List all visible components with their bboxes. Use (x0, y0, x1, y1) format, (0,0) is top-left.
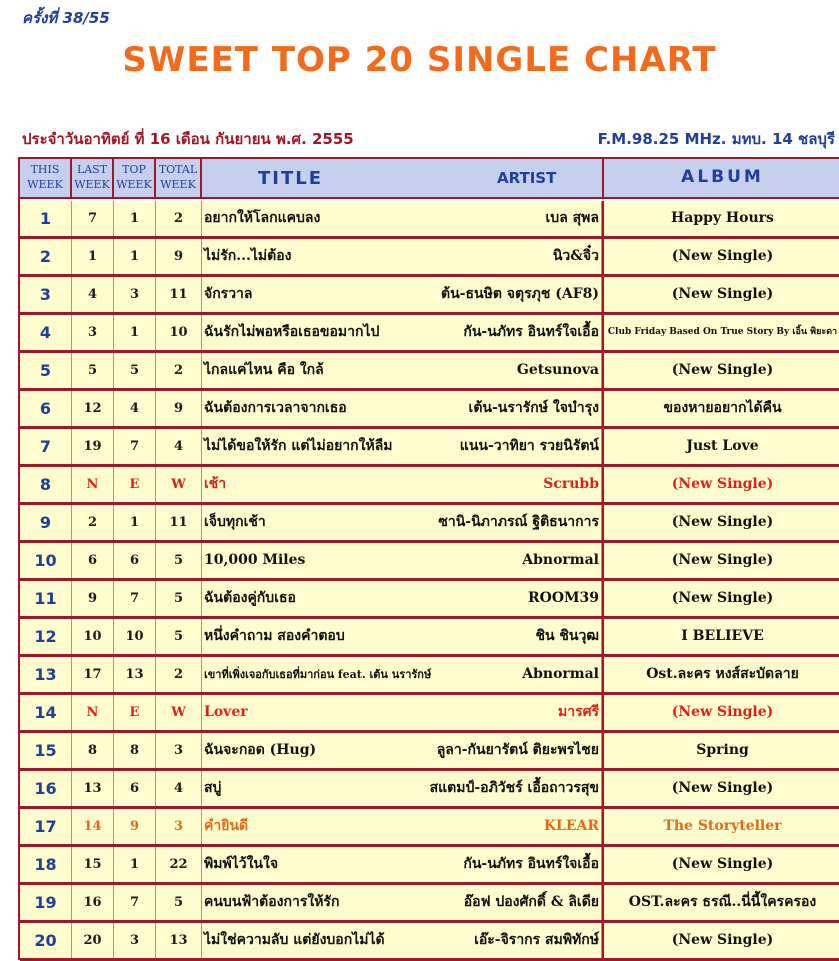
top-week-cell: 8 (114, 733, 156, 768)
song-artist: สแตมป์-อภิวัชร์ เอื้อถาวรสุข (429, 780, 599, 796)
last-week-cell: 3 (72, 315, 114, 350)
total-week-cell: W (156, 467, 202, 502)
album-cell: OST.ละคร ธรณี..นี่นี้ใครครอง (602, 885, 839, 920)
song-artist: อ๊อฟ ปองศักดิ์ & ลิเดีย (463, 894, 599, 910)
rank-cell: 17 (20, 809, 72, 844)
song-artist: แนน-วาทิยา รวยนิรัตน์ (459, 438, 599, 454)
album-cell: (New Single) (602, 505, 839, 540)
song-title: ไม่ได้ขอให้รัก แต่ไม่อยากให้ลืม (204, 438, 393, 454)
header-this-week-label: WEEK (27, 178, 63, 191)
total-week-cell: 5 (156, 885, 202, 920)
total-week-cell: 2 (156, 657, 202, 692)
last-week-cell: 8 (72, 733, 114, 768)
song-title: พิมพ์ไว้ในใจ (204, 856, 279, 872)
last-week-cell: 15 (72, 847, 114, 882)
table-row (20, 885, 839, 923)
song-artist: Abnormal (522, 552, 599, 568)
rank-cell: 5 (20, 353, 72, 388)
rank-cell: 19 (20, 885, 72, 920)
rank-cell: 11 (20, 581, 72, 616)
song-artist: ROOM39 (527, 590, 599, 606)
table-row (20, 923, 839, 961)
song-title: หนึ่งคำถาม สองคำตอบ (204, 628, 345, 644)
top-week-cell: 1 (114, 505, 156, 540)
song-cell (202, 847, 602, 882)
chart-title: SWEET TOP 20 SINGLE CHART (122, 40, 717, 80)
song-title: ฉันรักไม่พอหรือเธอขอมากไป (204, 324, 380, 340)
header-total-week (156, 159, 202, 199)
top-week-cell: 6 (114, 771, 156, 806)
album-cell: Ost.ละคร หงส์สะบัดลาย (602, 657, 839, 692)
total-week-cell: 10 (156, 315, 202, 350)
song-cell (202, 391, 602, 426)
issue-number: ครั้งที่ 38/55 (22, 9, 110, 27)
last-week-cell: 1 (72, 239, 114, 274)
top-week-cell: 7 (114, 581, 156, 616)
station-frequency: F.M.98.25 MHz. มทบ. 14 ชลบุรี (597, 130, 835, 148)
song-artist: กัน-นภัทร อินทร์ใจเอื้อ (463, 324, 599, 340)
album-cell: I BELIEVE (602, 619, 839, 654)
song-title: ไม่ใช่ความลับ แต่ยังบอกไม่ได้ (204, 932, 385, 948)
rank-cell: 8 (20, 467, 72, 502)
table-row (20, 847, 839, 885)
last-week-cell: 6 (72, 543, 114, 578)
song-artist: ชิน ชินวุฒ (535, 628, 599, 644)
rank-cell: 7 (20, 429, 72, 464)
song-cell (202, 543, 602, 578)
last-week-cell: 19 (72, 429, 114, 464)
header-last-week-label: WEEK (74, 178, 110, 191)
top-week-cell: 7 (114, 885, 156, 920)
song-cell (202, 353, 602, 388)
song-artist: Scrubb (543, 476, 599, 492)
header-last-week (72, 159, 114, 199)
last-week-cell: N (72, 695, 114, 730)
total-week-cell: 4 (156, 771, 202, 806)
top-week-cell: 9 (114, 809, 156, 844)
song-title: อยากให้โลกแคบลง (204, 210, 321, 226)
total-week-cell: W (156, 695, 202, 730)
top-week-cell: 1 (114, 201, 156, 236)
last-week-cell: 14 (72, 809, 114, 844)
last-week-cell: 2 (72, 505, 114, 540)
album-cell: (New Single) (602, 353, 839, 388)
album-cell: (New Single) (602, 771, 839, 806)
album-cell: Happy Hours (602, 201, 839, 236)
song-title: เจ็บทุกเช้า (204, 514, 266, 530)
table-row (20, 733, 839, 771)
song-cell (202, 505, 602, 540)
rank-cell: 2 (20, 239, 72, 274)
last-week-cell: 16 (72, 885, 114, 920)
rank-cell: 3 (20, 277, 72, 312)
top-week-cell: E (114, 695, 156, 730)
table-row (20, 771, 839, 809)
song-cell (202, 923, 602, 958)
header-artist: ARTIST (497, 169, 557, 187)
header-album (602, 159, 839, 199)
rank-cell: 18 (20, 847, 72, 882)
album-cell: (New Single) (602, 581, 839, 616)
header-top-label: TOP (122, 163, 146, 176)
top-week-cell: 10 (114, 619, 156, 654)
header-top-week-label: WEEK (116, 178, 152, 191)
top-week-cell: 7 (114, 429, 156, 464)
last-week-cell: 10 (72, 619, 114, 654)
song-title: จักรวาล (204, 286, 253, 302)
total-week-cell: 22 (156, 847, 202, 882)
song-artist: เอ๊ะ-จิรากร สมพิทักษ์ (474, 932, 599, 948)
album-cell: (New Single) (602, 239, 839, 274)
last-week-cell: 7 (72, 201, 114, 236)
header-last-label: LAST (76, 163, 108, 176)
album-cell: Just Love (602, 429, 839, 464)
last-week-cell: 12 (72, 391, 114, 426)
table-row (20, 695, 839, 733)
last-week-cell: 4 (72, 277, 114, 312)
song-cell (202, 771, 602, 806)
total-week-cell: 11 (156, 505, 202, 540)
top-week-cell: 3 (114, 923, 156, 958)
song-cell (202, 315, 602, 350)
total-week-cell: 3 (156, 733, 202, 768)
total-week-cell: 5 (156, 543, 202, 578)
top-week-cell: 13 (114, 657, 156, 692)
rank-cell: 16 (20, 771, 72, 806)
total-week-cell: 9 (156, 239, 202, 274)
top-week-cell: 6 (114, 543, 156, 578)
album-cell: (New Single) (602, 277, 839, 312)
album-cell: ของหายอยากได้คืน (602, 391, 839, 426)
song-title: คนบนฟ้าต้องการให้รัก (204, 894, 340, 910)
song-cell (202, 429, 602, 464)
rank-cell: 14 (20, 695, 72, 730)
song-title: ไม่รัก...ไม่ต้อง (204, 248, 292, 264)
total-week-cell: 9 (156, 391, 202, 426)
header-title: TITLE (258, 168, 324, 189)
song-cell (202, 733, 602, 768)
table-row (20, 277, 839, 315)
table-row (20, 239, 839, 277)
header-total-week-label: WEEK (160, 178, 196, 191)
song-artist: KLEAR (543, 818, 599, 834)
header-this-label: THIS (30, 163, 60, 176)
rank-cell: 9 (20, 505, 72, 540)
song-title: Lover (204, 704, 248, 720)
total-week-cell: 5 (156, 581, 202, 616)
song-cell (202, 239, 602, 274)
total-week-cell: 5 (156, 619, 202, 654)
table-row (20, 581, 839, 619)
song-title: ฉันต้องคู่กับเธอ (204, 590, 296, 606)
total-week-cell: 13 (156, 923, 202, 958)
last-week-cell: 20 (72, 923, 114, 958)
song-artist: ซานิ-นิภาภรณ์ ฐิติธนาการ (438, 514, 599, 530)
song-artist: ลูลา-กันยารัตน์ ติยะพรไชย (436, 742, 599, 758)
table-row (20, 657, 839, 695)
song-title: ฉันจะกอด (Hug) (204, 742, 317, 758)
album-cell: (New Single) (602, 923, 839, 958)
table-row (20, 315, 839, 353)
total-week-cell: 3 (156, 809, 202, 844)
table-row (20, 429, 839, 467)
header-total-label: TOTAL (158, 163, 198, 176)
song-cell (202, 277, 602, 312)
song-artist: นิว&จิ๋ว (552, 248, 599, 264)
album-cell: (New Single) (602, 467, 839, 502)
rank-cell: 15 (20, 733, 72, 768)
top-week-cell: 1 (114, 847, 156, 882)
last-week-cell: 13 (72, 771, 114, 806)
song-title: เขาที่เพิ่งเจอกับเธอที่มาก่อน feat. เต้น นรารักษ์ (204, 668, 432, 681)
top-week-cell: 1 (114, 239, 156, 274)
table-row (20, 543, 839, 581)
song-title: สบู่ (204, 780, 222, 796)
table-row (20, 505, 839, 543)
header-title-artist (202, 159, 602, 199)
broadcast-date: ประจำวันอาทิตย์ ที่ 16 เดือน กันยายน พ.ศ. 2555 (22, 130, 354, 148)
last-week-cell: N (72, 467, 114, 502)
album-cell: (New Single) (602, 847, 839, 882)
table-row (20, 353, 839, 391)
header-this-week (20, 159, 72, 199)
last-week-cell: 17 (72, 657, 114, 692)
album-cell: The Storyteller (602, 809, 839, 844)
total-week-cell: 11 (156, 277, 202, 312)
song-artist: เต้น-นรารักษ์ ใจบำรุง (468, 400, 599, 416)
song-artist: เบล สุพล (545, 210, 599, 226)
top-week-cell: 5 (114, 353, 156, 388)
rank-cell: 6 (20, 391, 72, 426)
table-row (20, 619, 839, 657)
last-week-cell: 9 (72, 581, 114, 616)
table-row (20, 809, 839, 847)
table-row (20, 391, 839, 429)
album-cell: (New Single) (602, 695, 839, 730)
rank-cell: 1 (20, 201, 72, 236)
album-cell: (New Single) (602, 543, 839, 578)
song-cell (202, 695, 602, 730)
rank-cell: 20 (20, 923, 72, 958)
top-week-cell: 4 (114, 391, 156, 426)
song-cell (202, 657, 602, 692)
song-title: 10,000 Miles (204, 552, 306, 568)
rank-cell: 12 (20, 619, 72, 654)
song-artist: Getsunova (516, 362, 599, 378)
song-cell (202, 885, 602, 920)
song-title: คำยินดี (204, 818, 249, 834)
album-cell: Club Friday Based On True Story By เอิ้น พิยะดา (602, 315, 839, 350)
song-title: ไกลแค่ไหน คือ ใกล้ (204, 362, 324, 378)
table-row (20, 467, 839, 505)
rank-cell: 10 (20, 543, 72, 578)
header-top-week (114, 159, 156, 199)
song-cell (202, 581, 602, 616)
chart-table (18, 157, 839, 960)
header-album-label: ALBUM (681, 167, 764, 187)
song-artist: ต้น-ธนษิต จตุรภุช (AF8) (441, 286, 599, 302)
total-week-cell: 4 (156, 429, 202, 464)
total-week-cell: 2 (156, 201, 202, 236)
song-cell (202, 619, 602, 654)
last-week-cell: 5 (72, 353, 114, 388)
song-artist: มารศรี (557, 704, 599, 720)
total-week-cell: 2 (156, 353, 202, 388)
song-artist: Abnormal (522, 666, 599, 682)
song-cell (202, 201, 602, 236)
top-week-cell: 3 (114, 277, 156, 312)
top-week-cell: E (114, 467, 156, 502)
table-row (20, 201, 839, 239)
song-title: เช้า (204, 476, 227, 492)
song-artist: กัน-นภัทร อินทร์ใจเอื้อ (463, 856, 599, 872)
song-title: ฉันต้องการเวลาจากเธอ (204, 400, 347, 416)
table-header (20, 159, 839, 199)
rank-cell: 13 (20, 657, 72, 692)
song-cell (202, 809, 602, 844)
song-cell (202, 467, 602, 502)
top-week-cell: 1 (114, 315, 156, 350)
rank-cell: 4 (20, 315, 72, 350)
album-cell: Spring (602, 733, 839, 768)
